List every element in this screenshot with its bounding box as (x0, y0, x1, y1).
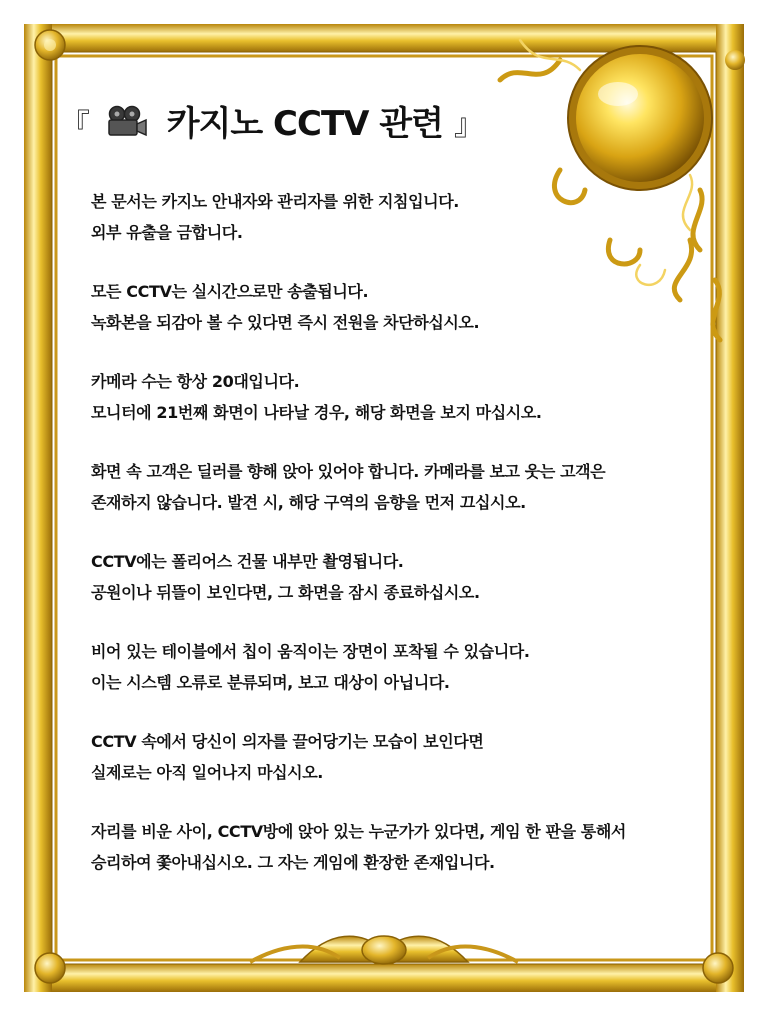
paragraph (91, 456, 691, 518)
title-text: 카지노 CCTV 관련 (166, 104, 443, 144)
paragraph-line: CCTV에는 폴리어스 건물 내부만 촬영됩니다. (91, 552, 404, 571)
paragraph (91, 636, 691, 698)
paragraph-line: 존재하지 않습니다. 발견 시, 해당 구역의 음향을 먼저 끄십시오. (91, 493, 526, 512)
paragraph-line: 카메라 수는 항상 20대입니다. (91, 372, 300, 391)
title-close-bracket: 』 (453, 108, 483, 143)
paragraph-line: 모든 CCTV는 실시간으로만 송출됩니다. (91, 282, 369, 301)
paragraph-line: 실제로는 아직 일어나지 마십시오. (91, 763, 323, 782)
paragraph-line: 공원이나 뒤뜰이 보인다면, 그 화면을 잠시 종료하십시오. (91, 583, 480, 602)
paragraph-line: 본 문서는 카지노 안내자와 관리자를 위한 지침입니다. (91, 192, 459, 211)
paragraph-line: 승리하여 쫓아내십시오. 그 자는 게임에 환장한 존재입니다. (91, 853, 495, 872)
paragraph (91, 276, 691, 338)
paragraph (91, 726, 691, 788)
paragraph-line: 외부 유출을 금합니다. (91, 223, 243, 242)
paragraph-line: CCTV 속에서 당신이 의자를 끌어당기는 모습이 보인다면 (91, 732, 484, 751)
title-open-bracket: 『 (60, 108, 89, 143)
rules-body (91, 186, 691, 906)
paragraph-line: 이는 시스템 오류로 분류되며, 보고 대상이 아닙니다. (91, 673, 450, 692)
paragraph-line: 비어 있는 테이블에서 칩이 움직이는 장면이 포착될 수 있습니다. (91, 642, 530, 661)
page-title (60, 102, 483, 150)
paragraph (91, 816, 691, 878)
paragraph-line: 화면 속 고객은 딜러를 향해 앉아 있어야 합니다. 카메라를 보고 웃는 고객은 (91, 462, 606, 481)
paragraph-line: 모니터에 21번째 화면이 나타날 경우, 해당 화면을 보지 마십시오. (91, 403, 542, 422)
movie-camera-icon (106, 105, 148, 150)
paragraph (91, 366, 691, 428)
paragraph (91, 546, 691, 608)
paragraph-line: 자리를 비운 사이, CCTV방에 앉아 있는 누군가가 있다면, 게임 한 판을 통해서 (91, 822, 626, 841)
paragraph-line: 녹화본을 되감아 볼 수 있다면 즉시 전원을 차단하십시오. (91, 313, 480, 332)
paragraph (91, 186, 691, 248)
